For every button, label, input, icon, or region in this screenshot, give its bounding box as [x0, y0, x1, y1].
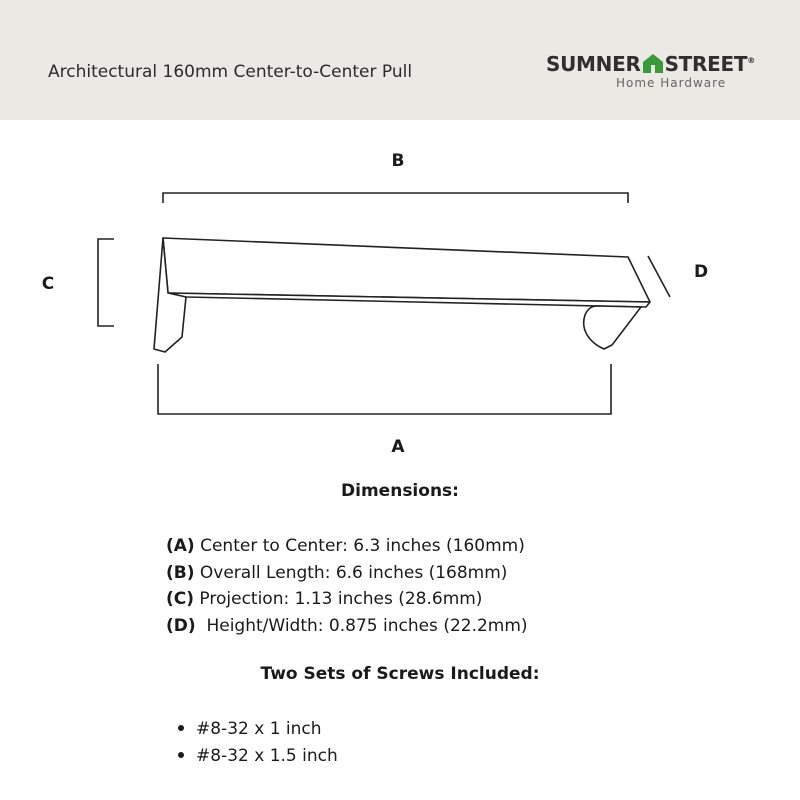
spec-key: (A) — [166, 536, 195, 556]
pull-diagram — [0, 120, 800, 460]
brand-wordmark: SUMNER STREET® — [546, 52, 755, 76]
brand-right: STREET — [664, 52, 748, 76]
label-d: D — [693, 262, 709, 282]
label-c: C — [41, 274, 55, 294]
page-title: Architectural 160mm Center-to-Center Pull — [48, 62, 413, 82]
label-a: A — [391, 437, 405, 457]
screw-text: #8-32 x 1 inch — [196, 719, 322, 739]
spec-text: Height/Width: 0.875 inches (22.2mm) — [195, 615, 528, 636]
dimensions-list — [166, 533, 528, 639]
list-item — [178, 743, 338, 770]
screws-list — [178, 716, 338, 770]
spec-text: Overall Length: 6.6 inches (168mm) — [194, 562, 508, 583]
spec-d — [166, 613, 528, 640]
bullet-icon — [178, 725, 184, 731]
spec-b — [166, 560, 528, 587]
spec-key: (D) — [166, 615, 196, 636]
spec-key: (C) — [166, 589, 195, 609]
spec-text: Center to Center: 6.3 inches (160mm) — [194, 536, 525, 556]
header — [0, 0, 800, 120]
brand-left: SUMNER — [546, 52, 641, 76]
brand-tagline: Home Hardware — [616, 76, 727, 90]
pull-handle — [154, 238, 650, 352]
dimension-a-bracket — [158, 364, 611, 414]
dimension-c-bracket — [98, 239, 114, 326]
bullet-icon — [178, 752, 184, 758]
dimension-b-bracket — [163, 193, 628, 203]
spec-key: (B) — [166, 562, 195, 583]
dimensions-heading: Dimensions: — [341, 481, 459, 501]
screw-text: #8-32 x 1.5 inch — [196, 746, 338, 766]
spec-text: Projection: 1.13 inches (28.6mm) — [194, 589, 483, 609]
spec-a — [166, 533, 528, 560]
dimension-d-line — [648, 256, 670, 297]
brand-logo — [546, 50, 766, 94]
list-item — [178, 716, 338, 743]
house-icon — [642, 53, 664, 73]
label-b: B — [391, 151, 405, 171]
spec-c — [166, 586, 528, 613]
screws-heading: Two Sets of Screws Included: — [260, 664, 540, 684]
